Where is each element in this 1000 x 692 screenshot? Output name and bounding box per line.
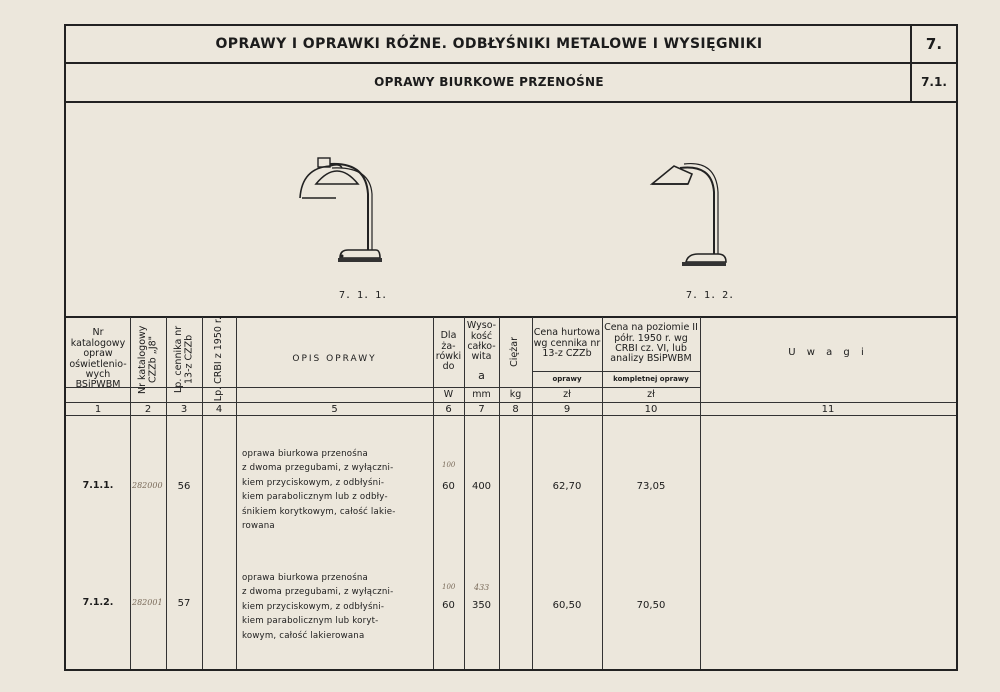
col-number: 2 bbox=[144, 403, 152, 415]
col-header-remarks: U w a g i bbox=[788, 346, 868, 358]
row-price-complete: 70,50 bbox=[636, 599, 666, 611]
row-price-wholesale: 62,70 bbox=[552, 480, 582, 492]
figure-caption-1: 7. 1. 1. bbox=[339, 290, 388, 301]
col-number: 5 bbox=[331, 403, 338, 415]
col-header-catalog-nr: Nr katalogowy opraw oświetlenio- wych BSiPWBM bbox=[69, 327, 127, 391]
col-header-wholesale: Cena hurtowa wg cennika nr 13-z CZZb bbox=[533, 327, 601, 360]
unit-kg: kg bbox=[509, 388, 522, 400]
col-number: 11 bbox=[821, 403, 835, 415]
row-height-note: 433 bbox=[474, 583, 490, 592]
col-header-price-1950: Cena na poziomie II półr. 1950 r. wg CRBI cz. VI, lub analizy BSiPWBM bbox=[604, 322, 698, 365]
subsection-number: 7.1. bbox=[910, 63, 956, 101]
col-header-description: OPIS OPRAWY bbox=[292, 353, 377, 364]
figure-caption-2: 7. 1. 2. bbox=[686, 290, 735, 301]
row-czzb-handwritten: 282000 bbox=[132, 481, 163, 490]
row-catalog-nr: 7.1.2. bbox=[82, 596, 114, 608]
desk-lamp-cone-icon bbox=[648, 158, 728, 274]
col-number: 7 bbox=[478, 403, 485, 415]
col-number: 10 bbox=[644, 403, 658, 415]
page-title: OPRAWY I OPRAWKI RÓŻNE. ODBŁYŚNIKI METALOWE I WYSIĘGNIKI bbox=[215, 36, 763, 52]
col-number: 4 bbox=[215, 403, 223, 415]
col-number: 3 bbox=[180, 403, 188, 415]
col-header-weight: Ciężar bbox=[509, 337, 521, 367]
col-number: 9 bbox=[563, 403, 571, 415]
row-lp: 56 bbox=[177, 480, 191, 492]
row-lp: 57 bbox=[177, 597, 191, 609]
col-header-height: Wyso- kość całko- wita bbox=[466, 320, 497, 363]
unit-mm: mm bbox=[472, 388, 491, 400]
col-header-pricelist-lp: Lp. cennika nr 13-z CZZb bbox=[172, 325, 194, 394]
row-description: oprawa biurkowa przenośna z dwoma przegubami, z wyłączni- kiem przyciskowym, z odbłyśni- kiem parabolicznym lub z odbły- śnikiem korytkowym, całość lakie- rowana bbox=[242, 449, 396, 532]
unit-zl-1: zł bbox=[563, 388, 571, 400]
unit-zl-2: zł bbox=[647, 388, 655, 400]
row-watt-note: 100 bbox=[442, 461, 456, 469]
unit-watt: W bbox=[443, 388, 454, 400]
row-czzb-handwritten: 282001 bbox=[132, 598, 163, 607]
col-subheader-complete: kompletnej oprawy bbox=[613, 374, 689, 383]
row-height: 350 bbox=[471, 599, 492, 611]
col-header-height-symbol: a bbox=[478, 368, 485, 382]
col-header-czzb: Nr katalogowy CZZb „J8" bbox=[136, 325, 158, 394]
col-header-bulb: Dla ża- rówki do bbox=[435, 330, 462, 373]
col-number: 1 bbox=[94, 403, 102, 415]
subheader bbox=[66, 63, 956, 103]
col-subheader-wholesale: oprawy bbox=[552, 374, 582, 383]
desk-lamp-dome-icon bbox=[292, 154, 382, 274]
page-header bbox=[66, 26, 956, 64]
col-number: 6 bbox=[445, 403, 452, 415]
col-header-crbi: Lp. CRBI z 1950 r. bbox=[212, 317, 224, 402]
page-subtitle: OPRAWY BIURKOWE PRZENOŚNE bbox=[374, 75, 604, 89]
catalog-sheet bbox=[64, 24, 958, 671]
row-description: oprawa biurkowa przenośna z dwoma przegubami, z wyłączni- kiem przyciskowym, z odbłyśni- kiem parabolicznym lub koryt- kowym, całość lakierowana bbox=[242, 573, 394, 641]
figures-panel bbox=[66, 102, 956, 318]
row-height: 400 bbox=[471, 480, 492, 492]
row-price-complete: 73,05 bbox=[636, 480, 666, 492]
row-watt: 60 bbox=[442, 480, 455, 492]
row-catalog-nr: 7.1.1. bbox=[82, 479, 114, 491]
section-number: 7. bbox=[910, 26, 956, 62]
row-price-wholesale: 60,50 bbox=[552, 599, 582, 611]
col-number: 8 bbox=[512, 403, 519, 415]
row-watt-note: 100 bbox=[442, 583, 456, 591]
row-watt: 60 bbox=[442, 599, 455, 611]
